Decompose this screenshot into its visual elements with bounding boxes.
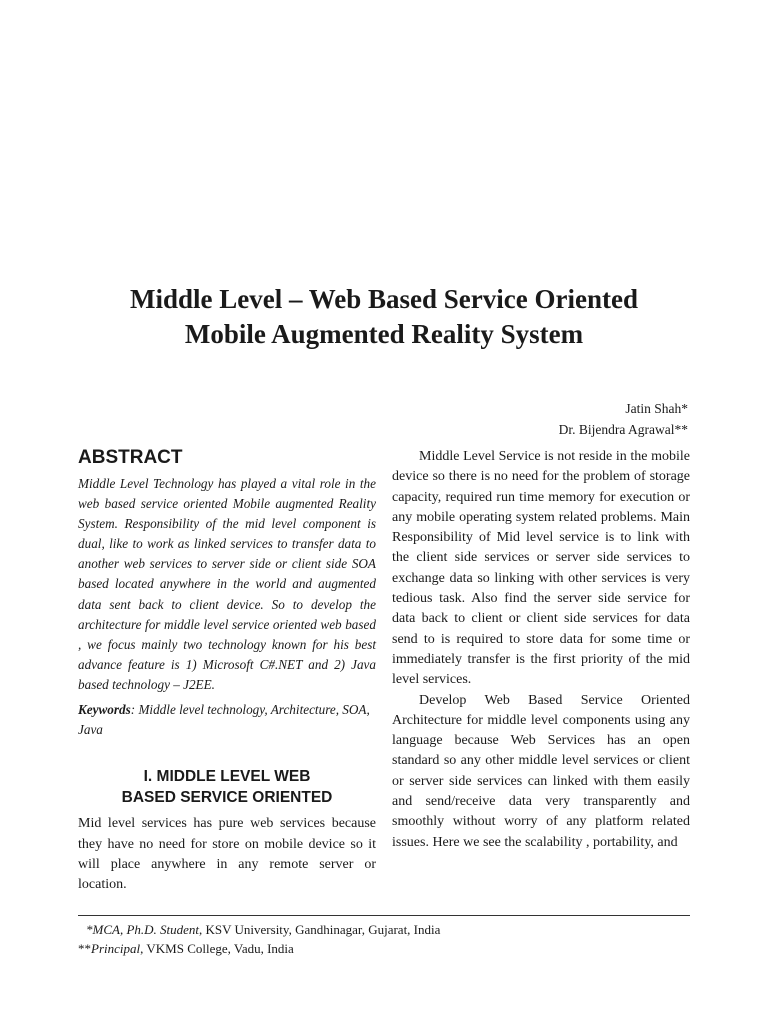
keywords-label: Keywords — [78, 702, 131, 718]
paper-title-line-1: Middle Level – Web Based Service Oriented — [130, 284, 638, 314]
section-1-heading-line-1: I. MIDDLE LEVEL WEB — [143, 768, 311, 786]
paper-title-line-2: Mobile Augmented Reality System — [184, 319, 584, 349]
footnote-1-role: MCA, Ph.D. Student — [92, 922, 200, 937]
footnote-2-marker: ** — [78, 941, 91, 956]
footnote-divider — [78, 915, 690, 916]
footnote-2-affiliation: , VKMS College, Vadu, India — [140, 941, 294, 956]
keywords — [78, 700, 376, 740]
footnote-1 — [78, 920, 690, 939]
section-1-heading — [78, 766, 376, 808]
abstract-text: Middle Level Technology has played a vital role in the web based service oriented Mobile augmented Reality System. Responsibility of the mid level component is dual, like to work as linked services to transfer data to another web services to server side or client side SOA based located anywhere in the world and augmented data sent back to client device. So to develop the architecture for middle level service oriented web based , we focus mainly two technology known for his best advance feature is 1) Microsoft C#.NET and 2) Java based technology – J2EE. — [78, 476, 376, 692]
section-1-text: Mid level services has pure web services because they have no need for store on mobile device so it will place anywhere in any remote server or location. — [78, 816, 376, 893]
abstract-heading: ABSTRACT — [78, 447, 183, 468]
footnote-1-affiliation: , KSV University, Gandhinagar, Gujarat, India — [199, 922, 441, 937]
section-1-heading-line-2: BASED SERVICE ORIENTED — [121, 789, 333, 807]
footnote-1-marker: * — [86, 922, 93, 937]
author-1: Jatin Shah* — [625, 401, 688, 416]
footnote-2 — [78, 939, 690, 958]
footnote-2-role: Principal — [91, 941, 141, 956]
paper-title — [60, 282, 708, 352]
author-2: Dr. Bijendra Agrawal** — [558, 422, 688, 437]
keywords-text: : Middle level technology, Architecture, SOA, Java — [78, 702, 370, 738]
author-list — [559, 398, 688, 440]
right-paragraph-1: Middle Level Service is not reside in the mobile device so there is no need for the problem of storage capacity, required run time memory for execution or any mobile operating system related problems. Main Responsibility of Mid level service is to link with the client side services or server side services to exchange data so linking with other services is very tedious task. Also find the server side service for data back to client or client side services for data send to is required to store data for some time or immediately transfer is the first priority of the mid level services. — [392, 449, 690, 688]
left-column — [78, 446, 376, 895]
right-paragraph-2: Develop Web Based Service Oriented Architecture for middle level components using any language because Web Services has an open standard so any other middle level services or client or server side services can linked with them easily and send/receive data very transparently and smoothly without worry of any platform related issues. Here we see the scalability , portability, and — [392, 692, 690, 850]
right-column — [392, 447, 690, 853]
footnotes — [78, 920, 690, 958]
